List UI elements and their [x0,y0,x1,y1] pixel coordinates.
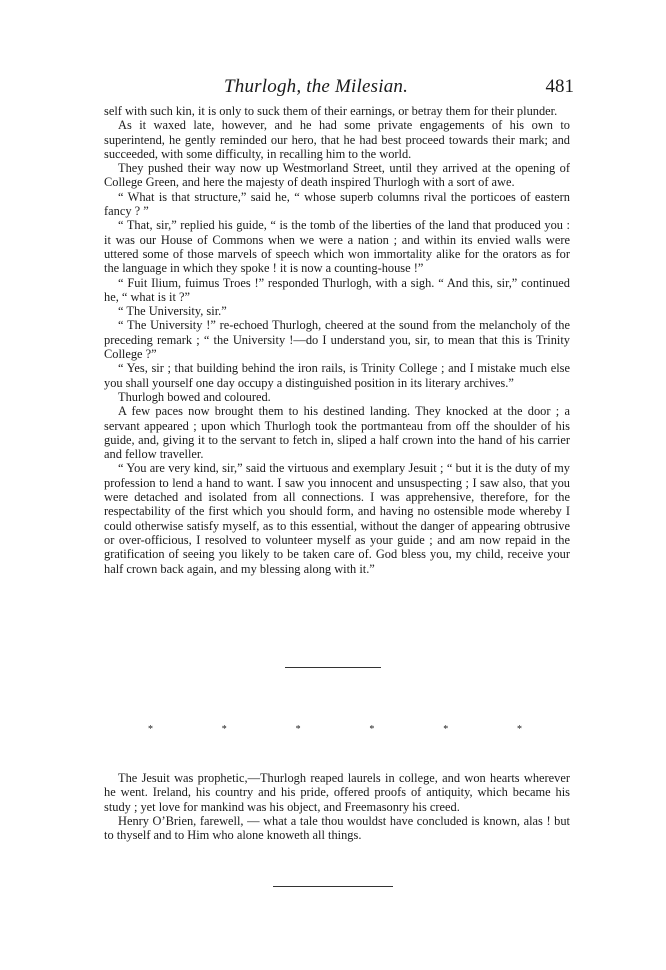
asterisk: * [443,724,449,735]
asterisk: * [221,724,227,735]
paragraph: “ Yes, sir ; that building behind the iron rails, is Trinity College ; and I mistake much else you shall yourself one day occupy a distinguished position in its literary archives.” [104,361,570,390]
paragraph: “ That, sir,” replied his guide, “ is the tomb of the liberties of the land that produced you : it was our House of Commons when we were a nation ; and within its envied walls were uttered some of those marvels of speech which won immortality alike for the orators as for the language in which they spoke ! it is now a counting-house !” [104,218,570,276]
page-number: 481 [545,76,574,97]
paragraph: As it waxed late, however, and he had some private engagements of his own to superintend, he gently reminded our hero, that he had best proceed towards their mark; and succeeded, with some difficulty, in recalling him to the world. [104,118,570,161]
paragraph: Henry O’Brien, farewell, — what a tale thou wouldst have concluded is known, alas ! but to thyself and to Him who alone knoweth all things. [104,813,570,843]
asterisk: * [369,724,375,735]
paragraph: “ What is that structure,” said he, “ whose superb columns rival the porticoes of eastern fancy ? ” [104,189,570,219]
paragraph: The Jesuit was prophetic,—Thurlogh reaped laurels in college, and won hearts wherever he went. Ireland, his country and his pride, offered proofs of antiquity, which became his study ; yet love for mankind was his object, and Freemasonry his creed. [104,771,570,814]
paragraph: They pushed their way now up Westmorland Street, until they arrived at the opening of College Green, and here the majesty of death inspired Thurlogh with a sort of awe. [104,161,570,190]
asterisk: * [295,724,301,735]
running-title: Thurlogh, the Milesian. [224,76,409,97]
running-head [104,76,574,98]
section-rule-top [285,667,381,668]
asterisk: * [148,724,153,735]
paragraph: “ Fuit Ilium, fuimus Troes !” responded Thurlogh, with a sigh. “ And this, sir,” continued he, “ what is it ?” [104,275,570,304]
paragraph: self with such kin, it is only to suck them of their earnings, or betray them for their plunder. [104,104,558,118]
paragraph: “ The University, sir.” [118,304,227,319]
paragraph: A few paces now brought them to his destined landing. They knocked at the door ; a servant appeared ; upon which Thurlogh took the portmanteau from off the shoulder of his guide, and, giving it to the servant to fetch in, sliped a half crown into the hand of his carrier and fellow traveller. [104,404,570,462]
paragraph: “ The University !” re-echoed Thurlogh, cheered at the sound from the melancholy of the preceding remark ; “ the University !—do I understand you, sir, to mean that this is Trinity College ?” [104,318,570,362]
paragraph: Thurlogh bowed and coloured. [118,389,271,404]
conclusion-text [104,771,570,842]
chapter-body [104,104,570,576]
section-rule-bottom [273,886,393,887]
asterisk: * [516,724,522,735]
paragraph: “ You are very kind, sir,” said the virtuous and exemplary Jesuit ; “ but it is the duty of my profession to lend a hand to want. I saw you innocent and unsuspecting ; I saw also, that you were detached and isolated from all connections. I was apprehensive, therefore, for the respectability of the first which you should form, and having no ostensible mode whereby I could otherwise satisfy myself, as to this essential, without the danger of appearing obtrusive or over-officious, I resolved to volunteer myself as your guide ; and am now repaid in the gratification of seeing you likely to be taken care of. God bless you, my child, receive your half crown back again, and my blessing along with it.” [104,461,570,576]
section-break-asterisks [148,724,522,736]
